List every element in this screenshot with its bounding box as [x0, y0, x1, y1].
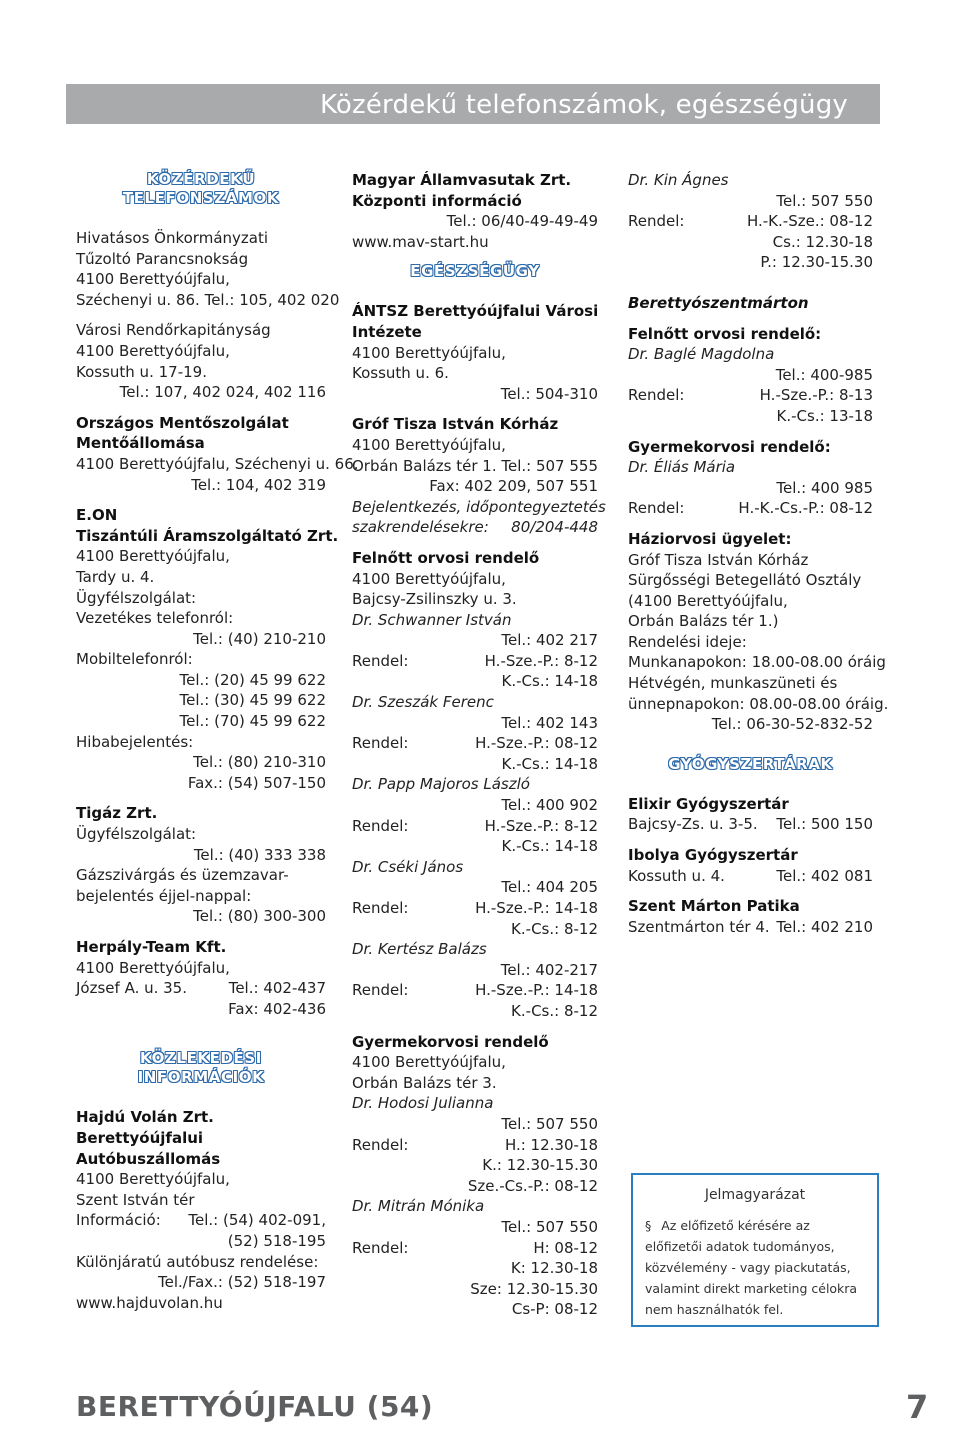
- rendor-tel: Tel.: 107, 402 024, 402 116: [119, 383, 326, 402]
- doctor-hours: H.-Sze.-P.: 14-18: [475, 981, 598, 1000]
- tigaz-tel: Tel.: (80) 300-300: [193, 907, 326, 926]
- korhaz-tel: Tel.: 507 555: [501, 456, 598, 475]
- entry-herpaly: [76, 937, 326, 1019]
- hajdu-name: Autóbuszállomás: [76, 1149, 221, 1168]
- doctor-name: Dr. Szeszák Ferenc: [352, 693, 494, 712]
- entry-gyermek-bszm: [628, 437, 873, 519]
- doctor-hours-row: [352, 733, 598, 754]
- doctor-tel: Tel.: 402-217: [500, 960, 598, 979]
- eon-label: Hibabejelentés:: [76, 732, 194, 751]
- rendel-label: Rendel:: [628, 499, 685, 518]
- column-2: [352, 170, 606, 1320]
- entry-elixir: [628, 794, 873, 835]
- rendor-line: 4100 Berettyóújfalu,: [76, 341, 230, 360]
- haziorvosi-line: Orbán Balázs tér 1.): [628, 612, 779, 631]
- antsz-tel: Tel.: 504-310: [500, 384, 598, 403]
- eon-label: Ügyfélszolgálat:: [76, 588, 197, 607]
- page-number: 7: [906, 1388, 929, 1426]
- pharmacy-address: Bajcsy-Zs. u. 3-5.: [628, 815, 758, 834]
- pharmacy-row: [628, 917, 873, 938]
- eon-name: Tiszántúli Áramszolgáltató Zrt.: [76, 526, 339, 545]
- felnott-title: Felnőtt orvosi rendelő: [352, 548, 540, 567]
- tigaz-label: Ügyfélszolgálat:: [76, 825, 197, 844]
- doctor-entry: [352, 692, 598, 774]
- doctor-hours: K.-Cs.: 8-12: [511, 919, 598, 938]
- doctor-hours: H: 08-12: [533, 1238, 598, 1257]
- doctor-name: Dr. Kin Ágnes: [628, 171, 729, 189]
- hajdu-address: 4100 Berettyóújfalu,: [76, 1170, 230, 1189]
- herpaly-name: Herpály-Team Kft.: [76, 938, 227, 956]
- eon-tel: Tel.: (80) 210-310: [193, 753, 326, 772]
- doctor-list: [352, 610, 598, 1022]
- hajdu-address: Szent István tér: [76, 1190, 195, 1209]
- doctor-entry: [352, 939, 598, 1021]
- pharmacy-row: [628, 814, 873, 835]
- doctor-hours: K.-Cs.: 14-18: [501, 837, 598, 856]
- berettyoszentmarton-heading: Berettyószentmárton: [628, 293, 809, 312]
- entry-rendor: [76, 320, 326, 402]
- rendel-label: Rendel:: [352, 981, 409, 1000]
- haziorvosi-title: Háziorvosi ügyelet:: [628, 529, 792, 548]
- eon-tel: Tel.: (40) 210-210: [193, 629, 326, 648]
- doctor-hours-row: [352, 980, 598, 1001]
- section-heading-kozlekedesi: KÖZLEKEDÉSI INFORMÁCIÓK: [137, 1049, 265, 1087]
- mento-tel: Tel.: 104, 402 319: [191, 475, 326, 494]
- column-3: [628, 170, 889, 937]
- doctor-name: Dr. Hodosi Julianna: [352, 1094, 494, 1113]
- korhaz-fax: Fax: 402 209, 507 551: [429, 477, 598, 496]
- eon-address: 4100 Berettyóújfalu,: [76, 547, 230, 566]
- haziorvosi-line: (4100 Berettyóújfalu,: [628, 591, 788, 610]
- section-heading-egeszsegugy: EGÉSZSÉGÜGY: [410, 262, 540, 281]
- haziorvosi-line: Gróf Tisza István Kórház: [628, 550, 809, 569]
- doctor-tel: Tel.: 507 550: [501, 1114, 598, 1133]
- doctor-entry: [352, 610, 598, 692]
- entry-eon: [76, 505, 339, 793]
- entry-felnott-orvosi: [352, 548, 598, 610]
- korhaz-bej-row: [352, 517, 598, 538]
- herpaly-fax: Fax: 402-436: [228, 999, 326, 1018]
- doctor-hours-row: [628, 498, 873, 519]
- doctor-tel: Tel.: 400-985: [775, 365, 873, 384]
- korhaz-name: Gróf Tisza István Kórház: [352, 415, 559, 434]
- pharmacy-tel: Tel.: 402 081: [776, 866, 873, 885]
- doctor-hours: H.-Sze.-P.: 8-13: [759, 386, 873, 405]
- eon-fax: Fax.: (54) 507-150: [187, 773, 326, 792]
- felnott-address: 4100 Berettyóújfalu,: [352, 569, 506, 588]
- felnott-title: Felnőtt orvosi rendelő:: [628, 324, 822, 343]
- mento-name: Mentőállomása: [76, 434, 205, 453]
- doctor-tel: Tel.: 404 205: [501, 878, 598, 897]
- doctor-tel: Tel.: 507 550: [501, 1217, 598, 1236]
- doctor-kin: [628, 170, 873, 273]
- hajdu-web-link[interactable]: www.hajduvolan.hu: [76, 1293, 223, 1312]
- gyermek-title: Gyermekorvosi rendelő: [352, 1032, 549, 1051]
- entry-felnott-bszm: [628, 324, 873, 427]
- haziorvosi-line: Munkanapokon: 18.00-08.00 óráig: [628, 653, 886, 672]
- doctor-name: Dr. Schwanner István: [352, 610, 512, 629]
- doctor-hodosi: [352, 1093, 598, 1196]
- haziorvosi-line: Sürgősségi Betegellátó Osztály: [628, 571, 862, 590]
- korhaz-row: [352, 456, 598, 477]
- entry-antsz: [352, 301, 598, 404]
- section-heading-kozerdeku: KÖZÉRDEKŰ TELEFONSZÁMOK: [122, 170, 280, 207]
- haziorvosi-tel: Tel.: 06-30-52-832-52: [711, 715, 873, 734]
- eon-label: Mobiltelefonról:: [76, 650, 193, 669]
- haziorvosi-line: ünnepnapokon: 08.00-08.00 óráig.: [628, 694, 889, 713]
- entry-tigaz: [76, 803, 326, 927]
- tuzolto-line: Hivatásos Önkormányzati: [76, 229, 269, 247]
- rendel-label: Rendel:: [628, 386, 685, 405]
- pharmacy-tel: Tel.: 402 210: [776, 917, 873, 936]
- antsz-address: 4100 Berettyóújfalu,: [352, 343, 506, 362]
- doctor-hours: H.-Sze.-P.: 08-12: [475, 734, 598, 753]
- tigaz-label: Gázszivárgás és üzemzavar-: [76, 866, 289, 885]
- rendor-line: Városi Rendőrkapitányság: [76, 321, 271, 340]
- doctor-hours: H.-K.-Cs.-P.: 08-12: [738, 499, 873, 518]
- entry-mav: [352, 170, 598, 252]
- doctor-hours: P.: 12.30-15.30: [760, 253, 873, 272]
- doctor-hours: Sze.-Cs.-P.: 08-12: [467, 1176, 598, 1195]
- doctor-entry: [352, 857, 598, 939]
- doctor-hours: K.-Cs.: 8-12: [511, 1001, 598, 1020]
- doctor-name: Dr. Papp Majoros László: [352, 775, 530, 794]
- doctor-hours: K.: 12.30-15.30: [482, 1156, 598, 1175]
- rendor-line: Kossuth u. 17-19.: [76, 362, 207, 381]
- eon-address: Tardy u. 4.: [76, 567, 155, 586]
- tigaz-name: Tigáz Zrt.: [76, 804, 158, 823]
- doctor-hours: H.-Sze.-P.: 8-12: [484, 816, 598, 835]
- herpaly-row: [76, 978, 326, 999]
- korhaz-bejelentkezes: Bejelentkezés, időpontegyeztetés: [352, 497, 606, 516]
- hajdu-name: Hajdú Volán Zrt.: [76, 1108, 214, 1127]
- doctor-mitran: [352, 1196, 598, 1320]
- pharmacy-address: Szentmárton tér 4.: [628, 917, 770, 936]
- entry-hajdu-volan: [76, 1107, 326, 1313]
- mav-name: Központi információ: [352, 191, 522, 210]
- hajdu-info-label: Információ:: [76, 1211, 161, 1230]
- korhaz-bej-label: szakrendelésekre:: [352, 518, 489, 537]
- doctor-name: Dr. Éliás Mária: [628, 458, 736, 477]
- pharmacy-row: [628, 866, 873, 887]
- tuzolto-line: 4100 Berettyóújfalu,: [76, 270, 230, 289]
- doctor-tel: Tel.: 400 902: [501, 796, 598, 815]
- herpaly-address: 4100 Berettyóújfalu,: [76, 958, 230, 977]
- entry-szent-marton: [628, 896, 873, 937]
- doctor-hours: K.-Cs.: 14-18: [501, 672, 598, 691]
- footer-town: BERETTYÓÚJFALU (54): [76, 1390, 434, 1423]
- doctor-hours-row: [628, 385, 873, 406]
- entry-tuzolto: [76, 228, 340, 310]
- hajdu-kulon-tel: Tel./Fax.: (52) 518-197: [158, 1273, 326, 1292]
- doctor-hours-row: [352, 651, 598, 672]
- gyermek-address: 4100 Berettyóújfalu,: [352, 1053, 506, 1072]
- gyermek-address: Orbán Balázs tér 3.: [352, 1073, 497, 1092]
- korhaz-address: 4100 Berettyóújfalu,: [352, 435, 506, 454]
- eon-tel: Tel.: (30) 45 99 622: [179, 691, 326, 710]
- antsz-address: Kossuth u. 6.: [352, 364, 449, 383]
- doctor-name: Dr. Cséki János: [352, 857, 464, 876]
- doctor-hours: H.-K.-Sze.: 08-12: [746, 212, 873, 231]
- header-band: [66, 84, 880, 124]
- doctor-tel: Tel.: 400 985: [776, 478, 873, 497]
- rendel-label: Rendel:: [352, 1238, 409, 1257]
- doctor-hours: H.-Sze.-P.: 8-12: [484, 651, 598, 670]
- doctor-hours: Cs-P: 08-12: [511, 1300, 598, 1319]
- mav-name: Magyar Államvasutak Zrt.: [352, 171, 572, 189]
- section-sign-icon: §: [645, 1218, 652, 1233]
- herpaly-address: József A. u. 35.: [76, 979, 187, 998]
- page-title: Közérdekű telefonszámok, egészségügy: [319, 90, 848, 120]
- entry-ibolya: [628, 845, 873, 886]
- rendel-label: Rendel:: [352, 1135, 409, 1154]
- tuzolto-line: Tűzoltó Parancsnokság: [76, 249, 249, 268]
- eon-tel: Tel.: (70) 45 99 622: [179, 712, 326, 731]
- rendel-label: Rendel:: [352, 734, 409, 753]
- doctor-hours-row: [352, 1135, 598, 1156]
- doctor-tel: Tel.: 507 550: [776, 191, 873, 210]
- column-1: [76, 170, 359, 1313]
- doctor-hours-row: [628, 211, 873, 232]
- hajdu-info-tel: Tel.: (54) 402-091,: [188, 1211, 326, 1230]
- korhaz-address: Orbán Balázs tér 1.: [352, 456, 497, 475]
- legend-text: Az előfizető kérésére az előfizetői adatok tudományos, közvélemény - vagy piackutatás, valamint direkt marketing célokra nem használhatók fel.: [645, 1218, 858, 1317]
- mav-tel: Tel.: 06/40-49-49-49: [446, 212, 598, 231]
- tuzolto-line: Széchenyi u. 86. Tel.: 105, 402 020: [76, 290, 340, 309]
- tigaz-tel: Tel.: (40) 333 338: [193, 845, 326, 864]
- legend-box: [631, 1173, 879, 1327]
- rendel-label: Rendel:: [628, 212, 685, 231]
- antsz-name: ÁNTSZ Berettyóújfalui Városi: [352, 302, 599, 321]
- haziorvosi-line: Rendelési ideje:: [628, 632, 747, 651]
- tigaz-label: bejelentés éjjel-nappal:: [76, 886, 252, 905]
- entry-korhaz: [352, 414, 606, 538]
- section-heading-gyogyszertarak: GYÓGYSZERTÁRAK: [668, 754, 833, 773]
- pharmacy-tel: Tel.: 500 150: [776, 815, 873, 834]
- doctor-hours-row: [352, 1238, 598, 1259]
- hajdu-info-tel2: (52) 518-195: [227, 1231, 326, 1250]
- legend-title: Jelmagyarázat: [704, 1187, 806, 1203]
- doctor-hours: H.-Sze.-P.: 14-18: [475, 899, 598, 917]
- doctor-hours: H.: 12.30-18: [504, 1135, 598, 1154]
- mento-name: Országos Mentőszolgálat: [76, 413, 289, 432]
- herpaly-tel: Tel.: 402-437: [228, 979, 326, 998]
- doctor-hours: K.-Cs.: 14-18: [501, 754, 598, 773]
- pharmacy-name: Elixir Gyógyszertár: [628, 794, 789, 813]
- korhaz-bej-tel: 80/204-448: [511, 518, 598, 537]
- mav-web-link[interactable]: www.mav-start.hu: [352, 232, 489, 251]
- doctor-name: Dr. Mitrán Mónika: [352, 1197, 485, 1216]
- mento-address: 4100 Berettyóújfalu, Széchenyi u. 66.: [76, 454, 359, 473]
- doctor-name: Dr. Baglé Magdolna: [628, 345, 775, 364]
- hajdu-info-row: [76, 1210, 326, 1231]
- doctor-hours: Sze: 12.30-15.30: [470, 1279, 598, 1298]
- rendel-label: Rendel:: [352, 816, 409, 835]
- doctor-hours: K: 12.30-18: [510, 1259, 598, 1278]
- doctor-tel: Tel.: 402 217: [501, 631, 598, 650]
- doctor-entry: [352, 774, 598, 856]
- pharmacy-name: Szent Márton Patika: [628, 897, 800, 916]
- eon-label: Vezetékes telefonról:: [76, 609, 234, 628]
- entry-gyermekorvosi: [352, 1032, 598, 1094]
- gyermek-title: Gyermekorvosi rendelő:: [628, 437, 831, 456]
- doctor-hours-row: [352, 816, 598, 837]
- doctor-tel: Tel.: 402 143: [501, 713, 598, 732]
- hajdu-name: Berettyóújfalui: [76, 1128, 204, 1147]
- legend-text-block: [645, 1215, 867, 1320]
- rendel-label: Rendel:: [352, 651, 409, 670]
- hajdu-kulon-label: Különjáratú autóbusz rendelése:: [76, 1252, 319, 1271]
- doctor-hours-row: [352, 898, 598, 919]
- doctor-hours: K.-Cs.: 13-18: [776, 406, 873, 425]
- doctor-hours: Cs.: 12.30-18: [772, 232, 873, 251]
- antsz-name: Intézete: [352, 322, 422, 341]
- eon-tel: Tel.: (20) 45 99 622: [179, 670, 326, 689]
- doctor-name: Dr. Kertész Balázs: [352, 940, 487, 959]
- pharmacy-name: Ibolya Gyógyszertár: [628, 846, 798, 865]
- entry-mento: [76, 413, 359, 495]
- felnott-address: Bajcsy-Zsilinszky u. 3.: [352, 590, 517, 609]
- eon-name: E.ON: [76, 506, 118, 525]
- haziorvosi-line: Hétvégén, munkaszüneti és: [628, 674, 838, 693]
- entry-haziorvosi: [628, 529, 889, 735]
- pharmacy-address: Kossuth u. 4.: [628, 866, 725, 885]
- rendel-label: Rendel:: [352, 899, 409, 917]
